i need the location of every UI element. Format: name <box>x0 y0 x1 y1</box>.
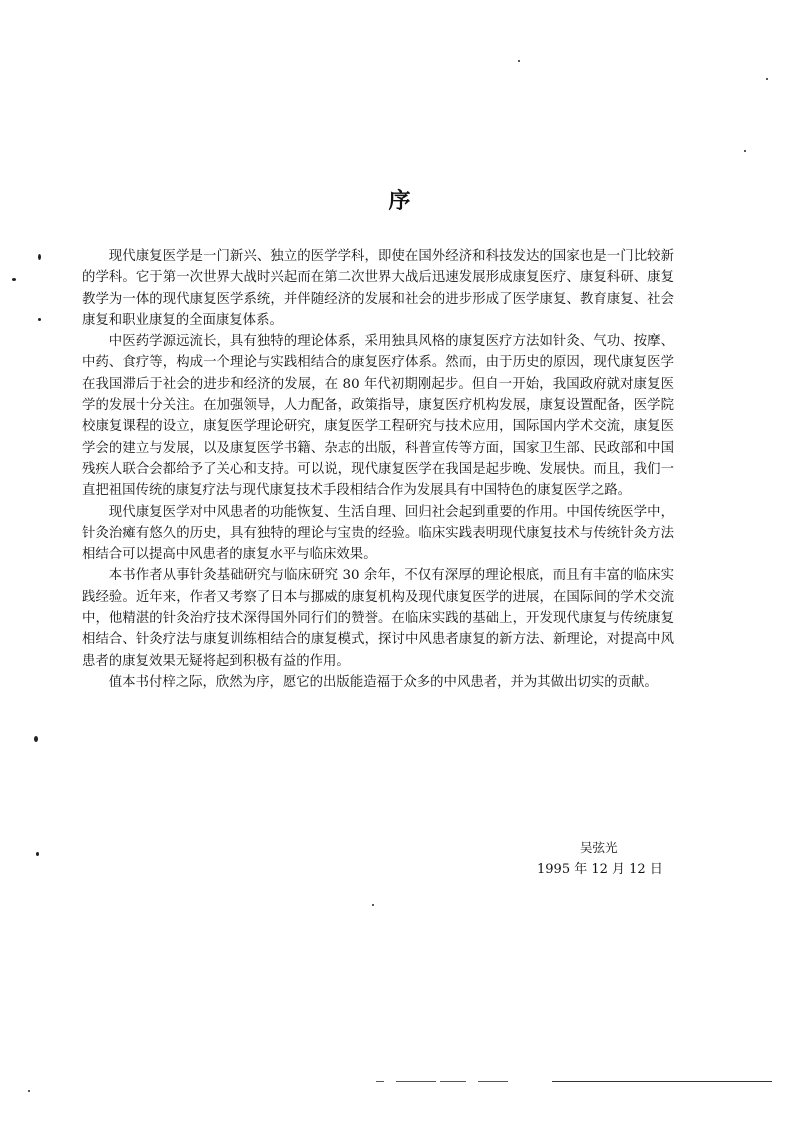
scan-line <box>396 1081 436 1082</box>
scan-speck <box>38 318 41 321</box>
scan-speck <box>28 1090 30 1092</box>
scan-line <box>478 1081 508 1082</box>
scan-speck <box>518 60 520 62</box>
paragraph-2: 中医药学源远流长，具有独特的理论体系，采用独具风格的康复医疗方法如针灸、气功、按摩、中药、食疗等，构成一个理论与实践相结合的康复医疗体系。然而，由于历史的原因，现代康复医学在我国滞后于社会的进步和经济的发展，在 80 年代初期刚起步。但自一开始，我国政府就对康复医学的发展十分关注。在加强领导，人力配备，政策指导，康复医疗机构发展，康复设置配备，医学院校康复课程的设立，康复医学理论研究，康复医学工程研究与技术应用，国际国内学术交流，康复医学会的建立与发展，以及康复医学书籍、杂志的出版，科普宣传等方面，国家卫生部、民政部和中国残疾人联合会都给予了关心和支持。可以说，现代康复医学在我国是起步晚、发展快。而且，我们一直把祖国传统的康复疗法与现代康复技术手段相结合作为发展具有中国特色的康复医学之路。 <box>82 334 674 499</box>
author-signature: 吴弦光 <box>580 840 618 855</box>
paragraph-1: 现代康复医学是一门新兴、独立的医学学科，即使在国外经济和科技发达的国家也是一门比较新的学科。它于第一次世界大战时兴起而在第二次世界大战后迅速发展形成康复医疗、康复科研、康复教学为一体的现代康复医学系统，并伴随经济的发展和社会的进步形成了医学康复、教育康复、社会康复和职业康复的全面康复体系。 <box>82 249 674 328</box>
scan-speck <box>744 150 746 152</box>
preface-title: 序 <box>388 188 413 214</box>
scan-speck <box>766 78 768 80</box>
scan-speck <box>36 852 39 856</box>
scan-speck <box>12 278 16 281</box>
scan-speck <box>372 904 374 906</box>
scan-line <box>440 1081 466 1082</box>
signature-date: 1995 年 12 月 12 日 <box>537 862 663 877</box>
preface-body <box>82 246 674 693</box>
scan-speck <box>34 736 38 742</box>
paragraph-3: 现代康复医学对中风患者的功能恢复、生活自理、回归社会起到重要的作用。中国传统医学中，针灸治瘫有悠久的历史，具有独特的理论与宝贵的经验。临床实践表明现代康复技术与传统针灸方法相结合可以提高中风患者的康复水平与临床效果。 <box>82 504 674 563</box>
scan-line <box>552 1081 772 1082</box>
scan-line <box>376 1081 384 1082</box>
scan-speck <box>38 254 41 260</box>
paragraph-4: 本书作者从事针灸基础研究与临床研究 30 余年，不仅有深厚的理论根底，而且有丰富的临床实践经验。近年来，作者又考察了日本与挪威的康复机构及现代康复医学的进展，在国际间的学术交流中，他精湛的针灸治疗技术深得国外同行们的赞誉。在临床实践的基础上，开发现代康复与传统康复相结合、针灸疗法与康复训练相结合的康复模式，探讨中风患者康复的新方法、新理论，对提高中风患者的康复效果无疑将起到积极有益的作用。 <box>82 568 674 669</box>
paragraph-5: 值本书付梓之际，欣然为序，愿它的出版能造福于众多的中风患者，并为其做出切实的贡献。 <box>108 674 658 690</box>
